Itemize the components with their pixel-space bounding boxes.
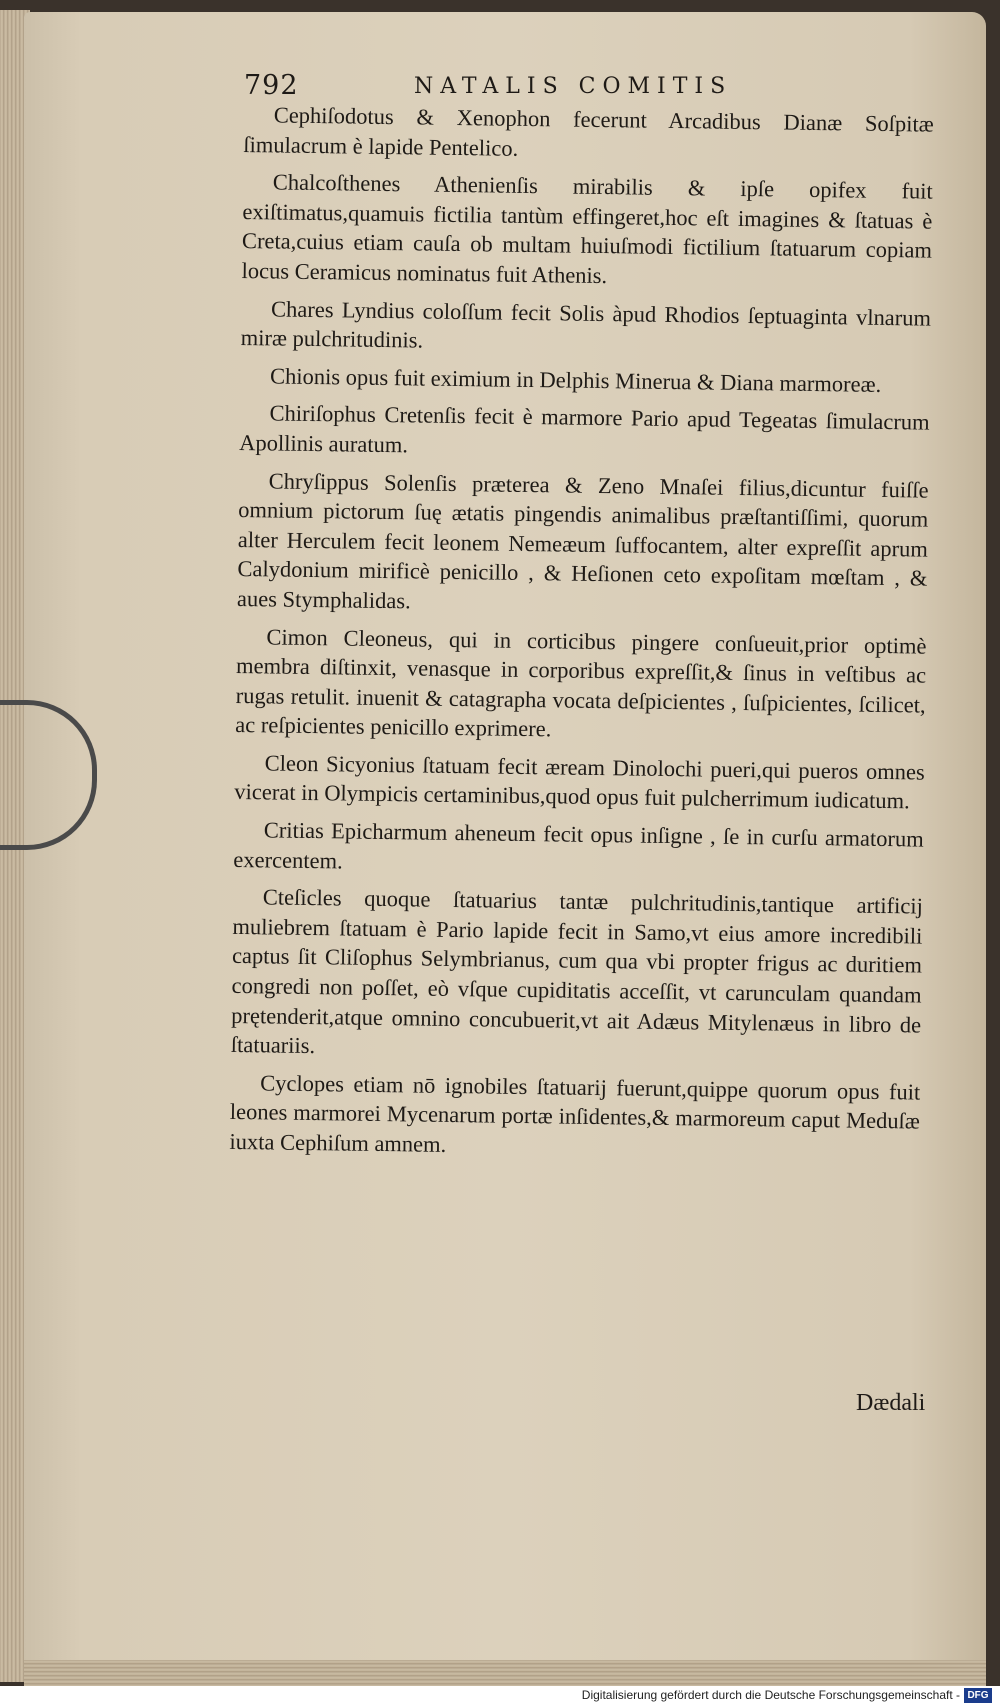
page-number: 792 (244, 70, 299, 101)
paragraph: Chiriſophus Cretenſis fecit è marmore Pario apud Tegeatas ſimulacrum Apollinis auratum. (239, 400, 930, 458)
paragraph: Chares Lyndius coloſſum fecit Solis àpud Rhodios ſeptuaginta vlnarum miræ pulchritudinis. (240, 295, 932, 353)
paragraph: Cteſicles quoque ſtatuarius tantæ pulchritudinis,tantique artificij muliebrem ſtatuam è Pario lapide fecit in Samo,vt eius amore incredibili captus ſit Cliſophus Selymbrianus, cum qua vbi propter frigus ac duritiem congredi non poſſet, eò vſque cupiditatis acceſſit, vt carunculam quandam prętenderit,atque omnino concubuerit,vt ait Adæus Mitylenæus in libro de ſtatuariis. (230, 884, 923, 1059)
paragraph: Chionis opus fuit eximium in Delphis Minerua & Diana marmoreæ. (269, 363, 882, 397)
body-text (229, 100, 934, 1174)
footer-credit: Digitalisierung gefördert durch die Deutsche Forschungsgemeinschaft - (581, 1688, 960, 1702)
paragraph: Cimon Cleoneus, qui in corticibus pingere conſueuit,prior optimè membra diſtinxit, venasque in corporibus expreſſit,& ſinus in veſtibus ac rugas retulit. inuenit & catagrapha vocata deſpicientes , ſuſpicientes, ſcilicet, ac reſpicientes penicillo exprimere. (235, 623, 927, 742)
paragraph: Critias Epicharmum aheneum fecit opus inſigne , ſe in curſu armatorum exercentem. (233, 817, 924, 874)
paragraph: Cleon Sicyonius ſtatuam fecit æream Dinolochi pueri,qui pueros omnes vicerat in Olympicis certaminibus,quod opus fuit pulcherrimum iudicatum. (234, 750, 925, 814)
paragraph: Chalcoſthenes Athenienſis mirabilis & ipſe opifex fuit exiſtimatus,quamuis fictilia tantùm effingeret,hoc eſt imagines & ſtatuas è Creta,cuius etiam cauſa ob multam huiuſmodi fictilium ſtatuarum copiam locus Ceramicus nominatus fuit Athenis. (241, 169, 933, 289)
dfg-logo-icon: DFG (964, 1688, 992, 1703)
paragraph: Cephiſodotus & Xenophon fecerunt Arcadibus Dianæ Soſpitæ ſimulacrum è lapide Pentelico. (243, 102, 934, 161)
digitization-footer (0, 1686, 1000, 1706)
catchword: Dædali (856, 1390, 926, 1416)
running-title: NATALIS COMITIS (414, 74, 733, 99)
page-bottom-edge (24, 1660, 986, 1688)
paragraph: Chryſippus Solenſis præterea & Zeno Mnaſei filius,dicuntur fuiſſe omnium pictorum ſuę ætatis pingendis animalibus præſtantiſſimi, quorum alter Herculem fecit leonem Nemeæum ſuffocantem, alter expreſſit aprum Calydonium mirificè penicillo , & Heſionen ceto expoſitam mœſtam , & aues Stymphalidas. (236, 467, 929, 614)
paragraph: Cyclopes etiam nō ignobiles ſtatuarij fuerunt,quippe quorum opus fuit leones marmorei Mycenarum portæ inſidentes,& marmoreum caput Meduſæ iuxta Cephiſum amnem. (229, 1070, 921, 1157)
